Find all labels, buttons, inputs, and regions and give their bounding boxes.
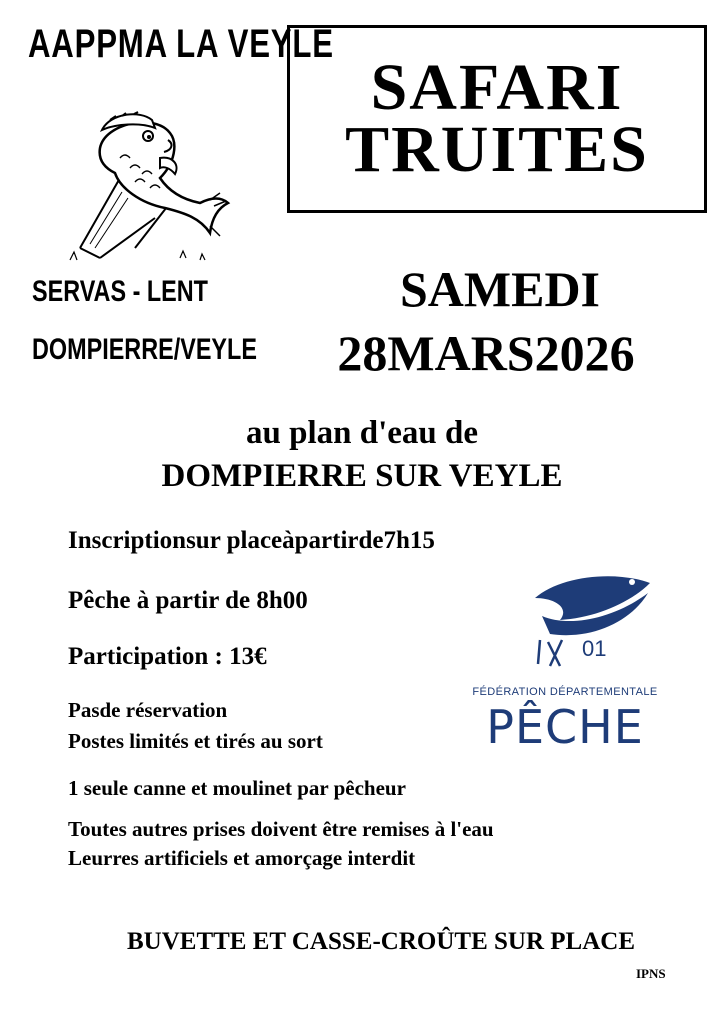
event-day: SAMEDI (399, 261, 601, 317)
federation-name: PÊCHE (486, 700, 644, 754)
info-rod-rule: 1 seule canne et moulinet par pêcheur (68, 776, 406, 800)
info-release-rule: Toutes autres prises doivent être remises à l'eau (68, 817, 494, 841)
federation-department-number: 01 (582, 636, 607, 661)
club-name: AAPPMA LA VEYLE (28, 22, 334, 66)
title-line-1: SAFARI (370, 51, 624, 124)
places-line-2: DOMPIERRE/VEYLE (32, 333, 257, 366)
footer-refreshments: BUVETTE ET CASSE-CROÛTE SUR PLACE (127, 928, 635, 955)
title-box (287, 25, 707, 213)
federation-subtitle: FÉDÉRATION DÉPARTEMENTALE (472, 686, 658, 698)
ipns-mention: IPNS (636, 966, 666, 981)
info-lure-rule: Leurres artificiels et amorçage interdit (68, 846, 416, 870)
info-limited-spots: Postes limités et tirés au sort (68, 729, 323, 753)
fish-mascot-illustration (60, 108, 240, 268)
location-line-2: DOMPIERRE SUR VEYLE (161, 458, 563, 494)
title-line-2: TRUITES (345, 113, 649, 186)
info-fishing-start: Pêche à partir de 8h00 (68, 587, 308, 614)
event-date: 28MARS2026 (337, 325, 635, 381)
info-registration: Inscriptionsur placeàpartirde7h15 (68, 527, 435, 554)
places-line-1: SERVAS - LENT (32, 275, 208, 308)
info-participation-fee: Participation : 13€ (68, 643, 267, 670)
info-no-reservation: Pasde réservation (68, 698, 228, 722)
location-line-1: au plan d'eau de (246, 415, 478, 451)
